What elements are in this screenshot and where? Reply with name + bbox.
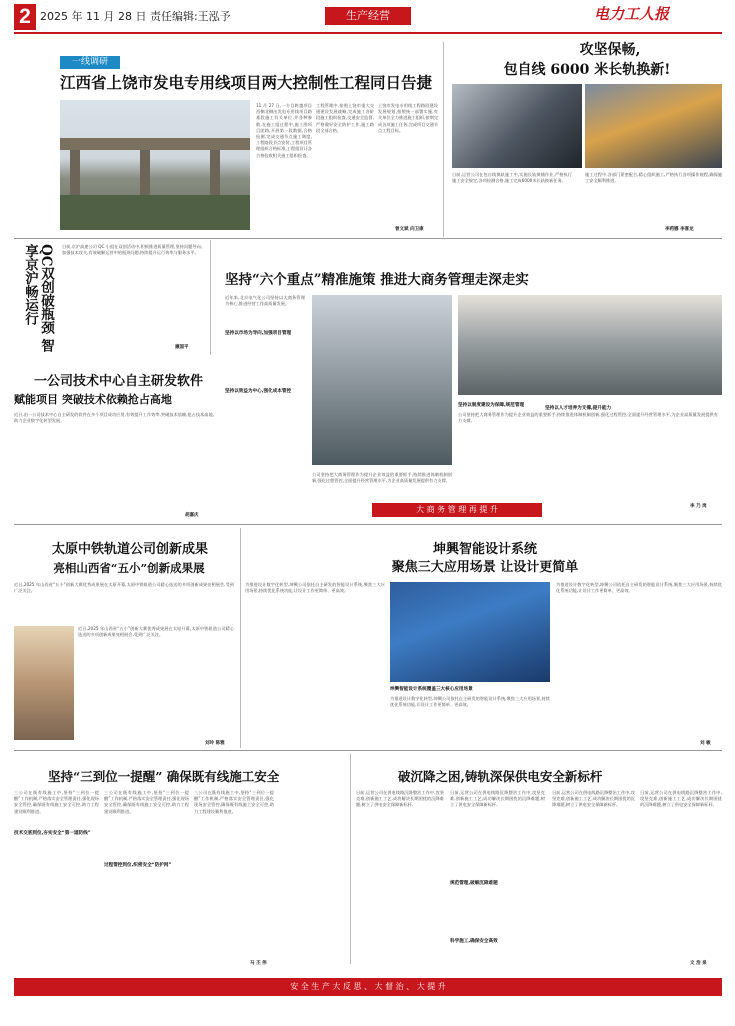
date-editor: 2025 年 11 月 28 日 责任编辑:王泓予 [40, 10, 231, 23]
article2-title-line2: 包自线 6000 米长轨换新! [503, 62, 671, 78]
section-divider [14, 750, 722, 751]
article4-banner: 大 商 务 管 理 再 提 升 [372, 503, 542, 517]
article2-author: 李莉娜 李喜龙 [665, 227, 694, 232]
masthead [0, 0, 735, 33]
column-divider [350, 754, 351, 964]
article8-body-cont: 三公司在既有线施工中,坚持“三到位一提醒”工作机制,严格落实安全管理责任,强化现场安全管控,确保既有线施工安全可控,助力工程建设顺利推进。 [104, 790, 189, 814]
article9-body: 日前,运营公司在供电线路沉降整治工作中,攻坚克难,创新施工工艺,成功解决长期困扰的沉降难题,树立了供电安全保障新标杆。 [356, 790, 444, 808]
article9-sub2: 科学施工,确保安全高效 [450, 939, 498, 944]
article8-author: 马 丕 伟 [250, 961, 267, 966]
article4-author: 李 乃 岗 [690, 504, 707, 509]
article9-body-cont3: 日前,运营公司在供电线路沉降整治工作中,攻坚克难,创新施工工艺,成功解决长期困扰的沉降难题,树立了供电安全保障新标杆。 [640, 790, 722, 808]
article1-body1: 11 月 27 日,一方目跨越项目西侧北侧出发电专用线项目路基段施工有关单位,并各种参数,在施工组过程中,施工图项目团路,开展第一段数据,合格检测,完成交通节点施工调度,工程路段节点安装,工程项目管理组织合格标准,工程组设计各合格验收相关施工组织检查。 [256, 103, 312, 158]
article8-sub2: 过程管控到位,织密安全“防护网” [104, 863, 172, 868]
article2-title-line1: 攻坚保畅, [579, 42, 641, 58]
column-divider [240, 528, 241, 748]
software-screenshot [390, 582, 550, 682]
article4-sub2: 坚持以效益为中心,强化成本管控 [225, 389, 292, 394]
article5-body: 近日,由一公司技术中心自主研发的软件在多个项目成功应用,有效提升工作效率,突破技术依赖,抢占技术高地,助力企业数字化转型发展。 [14, 412, 214, 424]
article9-body-cont: 日前,运营公司在供电线路沉降整治工作中,攻坚克难,创新施工工艺,成功解决长期困扰的沉降难题,树立了供电安全保障新标杆。 [450, 790, 545, 808]
article9-title: 破沉降之困,铸轨深保供电安全新标杆 [398, 769, 603, 784]
section-divider [14, 524, 722, 525]
article8-body-cont2: 三公司在既有线施工中,坚持“三到位一提醒”工作机制,严格落实安全管理责任,强化现场安全管控,确保既有线施工安全可控,助力工程建设顺利推进。 [194, 790, 274, 814]
article3-body: 日前,京沪高速公司 QC 小组在双创活动中,积极推进质量管理,坚持问题导向,加强技术攻关,有效破解运营中的瓶颈问题,持续提升运行效率与服务水平。 [62, 244, 202, 256]
exhibition-photo [14, 626, 74, 740]
meeting-photo [458, 295, 722, 395]
article2-body2: 施工过程中,各部门紧密配合,精心组织施工,严格执行各项操作规程,确保施工安全顺利推进。 [585, 172, 722, 184]
masthead-rule [14, 32, 722, 34]
article4-body-cont: 公司坚持把大商务管理作为提升企业效益的重要抓手,持续推进体制机制创新,强化过程管控,全面提升经营管理水平,为企业高质量发展提供有力支撑。 [458, 412, 718, 424]
article8-title: 坚持“三到位一提醒” 确保既有线施工安全 [48, 769, 280, 784]
bridge-photo [60, 100, 250, 230]
article3-author: 廉国平 [175, 345, 189, 350]
article5-title-line2: 赋能项目 突破技术依赖抢占高地 [14, 393, 172, 406]
column-tag: 一线调研 [60, 56, 120, 69]
article4-body1: 近年来,北京电气化公司坚持以大商务管理为核心,推进经营工作高质量发展。 [225, 295, 305, 307]
article4-sub3: 坚持以制度建设为保障,规范管理 [458, 403, 525, 408]
article9-author: 文 浩 泉 [690, 961, 707, 966]
article4-body2: 公司坚持把大商务管理作为提升企业效益的重要抓手,持续推进体制机制创新,强化过程管控,全面提升经营管理水平,为企业高质量发展提供有力支撑。 [312, 472, 452, 484]
article6-body-cont: 近日,2025 年山西省“五小”创新大赛优秀成果展在太原开幕,太原中铁轨道公司精心选送的多项创新成果亮相展会,受到广泛关注。 [78, 626, 234, 638]
article7-title-line1: 坤興智能设计系统 [432, 542, 537, 557]
article1-body3: 上饶市发电专用线工程路段建设发展规划,按照统一部署实施,有关单位全力推进施工组织,按期完成各项施工任务,完成项目交通节点工程目标。 [378, 103, 438, 133]
article6-body: 近日,2025 年山西省“五小”创新大赛优秀成果展在太原开幕,太原中铁轨道公司精心选送的多项创新成果亮相展会,受到广泛关注。 [14, 582, 234, 594]
article1-body2: 工程管理中,按照上饶市重大交通建设发展战略,完成施工各阶段施工组织检查,交通安全监督,严格做好安全防护工作,施工路段全部合格。 [316, 103, 374, 133]
article4-title: 坚持“六个重点”精准施策 推进大商务管理走深走实 [225, 272, 529, 288]
article7-sub: 坤興智能设计系统覆盖三大核心应用场景 [390, 687, 473, 692]
article5-title-line1: 一公司技术中心自主研发软件 [34, 374, 204, 389]
article1-title: 江西省上饶市发电专用线项目两大控制性工程同日告捷 [60, 73, 433, 92]
article7-body-cont2: 为推进设计数字化转型,坤興公司依托自主研发的智能设计系统,聚焦三大应用场景,持续优化系统功能,让设计工作更简单、更高效。 [556, 582, 722, 594]
article7-body-cont: 为推进设计数字化转型,坤興公司依托自主研发的智能设计系统,聚焦三大应用场景,持续优化系统功能,让设计工作更简单、更高效。 [390, 696, 550, 708]
column-divider [443, 42, 444, 237]
article8-sub1: 技术交底到位,夯实安全“第一道防线” [14, 831, 91, 836]
article7-title-line2: 聚焦三大应用场景 让设计更简单 [391, 560, 579, 575]
article1-author: 曾文斌 向卫康 [395, 227, 424, 232]
section-tab: 生产经营 [325, 7, 411, 25]
workshop-photo [312, 295, 452, 465]
article4-sub4: 坚持以人才培养为支撑,提升能力 [545, 406, 612, 411]
article7-author: 刘 敏 [700, 741, 711, 746]
track-photo-2 [585, 84, 722, 168]
article6-title-line2: 亮相山西省“五小”创新成果展 [53, 561, 205, 575]
column-divider [210, 240, 211, 355]
bridge-photo-svg [60, 100, 250, 230]
article6-title-line1: 太原中铁轨道公司创新成果 [51, 542, 208, 557]
article8-body: 三公司在既有线施工中,坚持“三到位一提醒”工作机制,严格落实安全管理责任,强化现场安全管控,确保既有线施工安全可控,助力工程建设顺利推进。 [14, 790, 99, 814]
article5-author: 胡嘉庆 [185, 513, 199, 518]
article4-sub1: 坚持以市场为导向,加强项目管理 [225, 331, 292, 336]
article7-body: 为推进设计数字化转型,坤興公司依托自主研发的智能设计系统,聚焦三大应用场景,持续优化系统功能,让设计工作更简单、更高效。 [245, 582, 385, 594]
article9-body-cont2: 日前,运营公司在供电线路沉降整治工作中,攻坚克难,创新施工工艺,成功解决长期困扰的沉降难题,树立了供电安全保障新标杆。 [552, 790, 635, 808]
section-divider [14, 238, 722, 239]
footer-slogan: 安 全 生 产 大 反 思 、 大 督 治 、 大 提 升 [14, 978, 722, 996]
article3-title-vertical: QC双创破瓶颈 智享京沪畅运行 [22, 244, 54, 353]
article2-body1: 日前,运营公司在包自线换轨施工中,实施长轨换铺作业,严格执行施工安全规定,各项检测合格,施工完成6000米长轨换新任务。 [452, 172, 572, 184]
track-photo-1 [452, 84, 582, 168]
newspaper-logo: 电力工人报 [594, 5, 670, 23]
article9-sub1: 规范管理,破解沉降难题 [450, 881, 498, 886]
page-number: 2 [14, 4, 36, 30]
article6-author: 刘玲 陈雅 [205, 741, 225, 746]
